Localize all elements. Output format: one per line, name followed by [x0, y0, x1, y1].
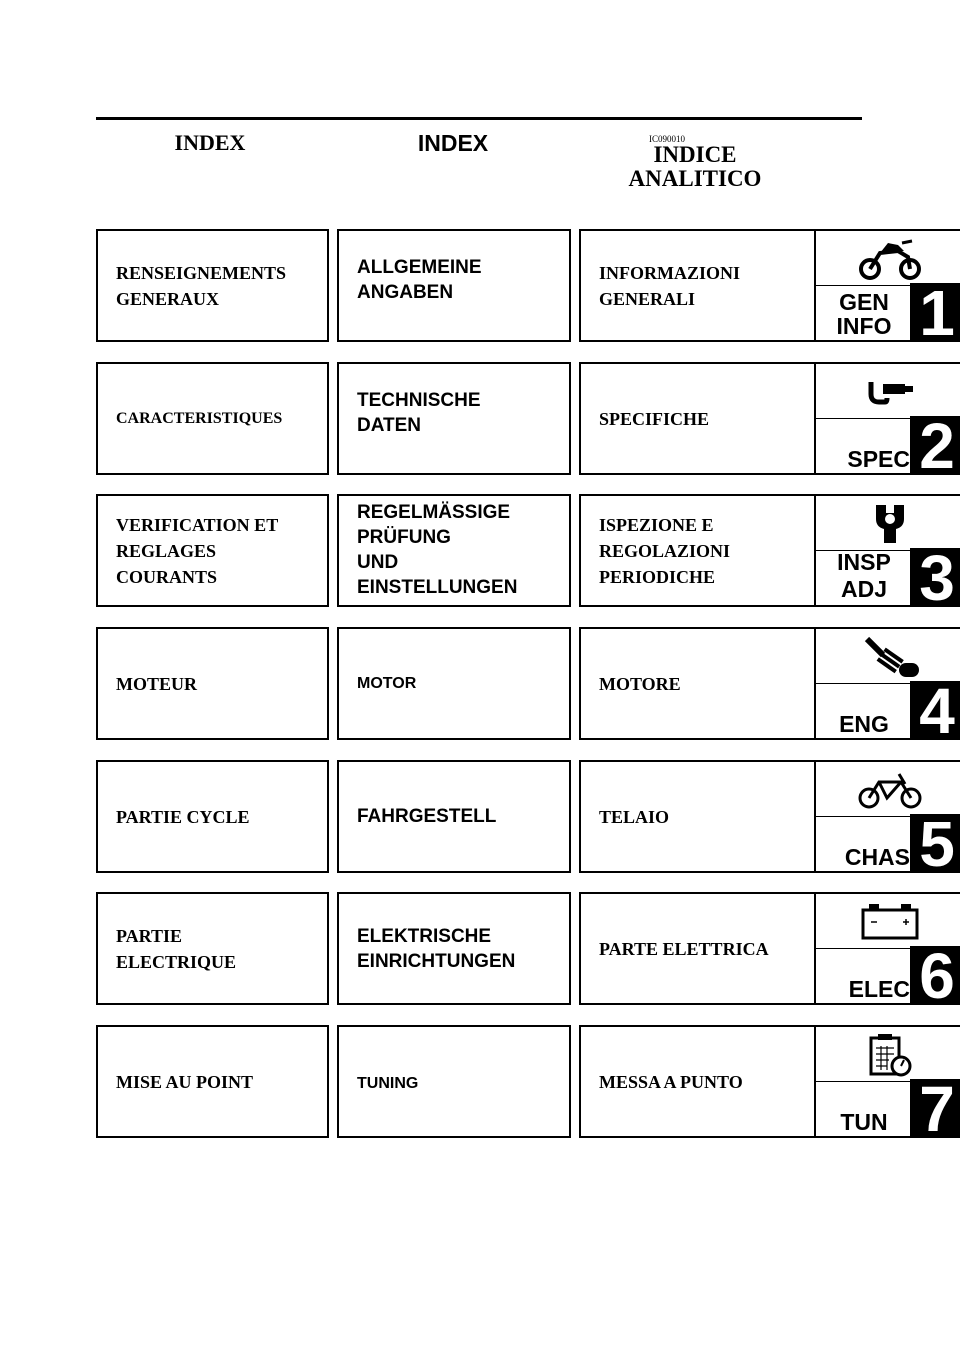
- section-tab[interactable]: [814, 629, 960, 738]
- section-it-box: [579, 494, 960, 607]
- section-title-it: PARTE ELETTRICA: [599, 938, 769, 959]
- header-index-de: INDEX: [417, 130, 489, 156]
- section-de-box: [337, 760, 571, 873]
- section-title-de: FAHRGESTELL: [357, 806, 497, 827]
- section-row-4[interactable]: [0, 627, 960, 740]
- section-title-fr: PARTIE CYCLE: [116, 806, 250, 827]
- section-number: 5: [910, 814, 960, 871]
- section-title-de: TUNING: [357, 1075, 419, 1092]
- section-title-de: MOTOR: [357, 675, 417, 692]
- section-row-2[interactable]: [0, 362, 960, 475]
- chassis-icon: [816, 762, 960, 817]
- section-title-it: INFORMAZIONI GENERALI: [599, 262, 741, 309]
- section-row-5[interactable]: [0, 760, 960, 873]
- section-number: 4: [910, 681, 960, 738]
- section-de-box: [337, 892, 571, 1005]
- section-title-fr: MISE AU POINT: [116, 1071, 254, 1092]
- section-row-6[interactable]: [0, 892, 960, 1005]
- section-de-box: [337, 1025, 571, 1138]
- section-fr-box: [96, 627, 329, 740]
- section-it-box: [579, 892, 960, 1005]
- header-index-it: INDICE ANALITICO: [628, 142, 762, 191]
- section-it-box: [579, 627, 960, 740]
- section-fr-box: [96, 1025, 329, 1138]
- section-number: 2: [910, 416, 960, 473]
- section-abbr: SPEC: [847, 446, 910, 472]
- section-de-box: [337, 229, 571, 342]
- section-de-box: [337, 494, 571, 607]
- motorcycle-icon: [816, 231, 960, 286]
- header-rule: [96, 117, 862, 120]
- section-title-de: TECHNISCHE DATEN: [357, 390, 481, 436]
- section-title-de: ALLGEMEINE ANGABEN: [357, 257, 482, 303]
- engine-icon: [816, 629, 960, 684]
- section-tab[interactable]: [814, 1027, 960, 1136]
- tuning-clipboard-icon: [816, 1027, 960, 1082]
- section-abbr: CHAS: [844, 844, 910, 870]
- section-tab[interactable]: [814, 231, 960, 340]
- section-title-it: MOTORE: [599, 673, 681, 694]
- section-title-fr: VERIFICATION ET REGLAGES COURANTS: [116, 514, 279, 587]
- section-number: 1: [910, 283, 960, 340]
- section-title-it: ISPEZIONE E REGOLAZIONI PERIODICHE: [599, 514, 731, 587]
- section-it-box: [579, 229, 960, 342]
- header-index-code: IC090010: [649, 134, 685, 144]
- section-tab[interactable]: [814, 364, 960, 473]
- spec-gauge-icon: [816, 364, 960, 419]
- section-fr-box: [96, 892, 329, 1005]
- section-title-fr: PARTIE ELECTRIQUE: [116, 925, 237, 972]
- section-de-box: [337, 627, 571, 740]
- section-title-it: SPECIFICHE: [599, 408, 710, 429]
- section-tab[interactable]: [814, 894, 960, 1003]
- section-it-box: [579, 1025, 960, 1138]
- section-title-it: MESSA A PUNTO: [599, 1071, 743, 1092]
- section-row-1[interactable]: [0, 229, 960, 342]
- section-row-3[interactable]: [0, 494, 960, 607]
- section-tab[interactable]: [814, 496, 960, 605]
- section-fr-box: [96, 229, 329, 342]
- section-abbr: ELEC: [848, 976, 910, 1002]
- section-row-7[interactable]: [0, 1025, 960, 1138]
- section-fr-box: [96, 494, 329, 607]
- section-number: 7: [910, 1079, 960, 1136]
- section-title-de: REGELMÄSSIGE PRÜFUNG UND EINSTELLUNGEN: [357, 502, 518, 598]
- section-number: 3: [910, 548, 960, 605]
- section-title-it: TELAIO: [599, 806, 670, 827]
- section-number: 6: [910, 946, 960, 1003]
- section-abbr: TUN: [840, 1109, 888, 1135]
- wrench-icon: [816, 496, 960, 551]
- battery-icon: [816, 894, 960, 949]
- section-it-box: [579, 760, 960, 873]
- section-fr-box: [96, 362, 329, 475]
- header-index-fr: INDEX: [174, 130, 246, 155]
- section-abbr: ENG: [839, 711, 889, 737]
- section-title-de: ELEKTRISCHE EINRICHTUNGEN: [357, 926, 516, 972]
- section-de-box: [337, 362, 571, 475]
- section-title-fr: MOTEUR: [116, 673, 197, 694]
- section-fr-box: [96, 760, 329, 873]
- section-abbr: GEN INFO: [836, 289, 892, 339]
- section-it-box: [579, 362, 960, 475]
- section-abbr: INSP ADJ: [837, 549, 891, 602]
- section-tab[interactable]: [814, 762, 960, 871]
- section-title-fr: RENSEIGNEMENTS GENERAUX: [116, 262, 287, 309]
- section-title-fr: CARACTERISTIQUES: [116, 409, 283, 427]
